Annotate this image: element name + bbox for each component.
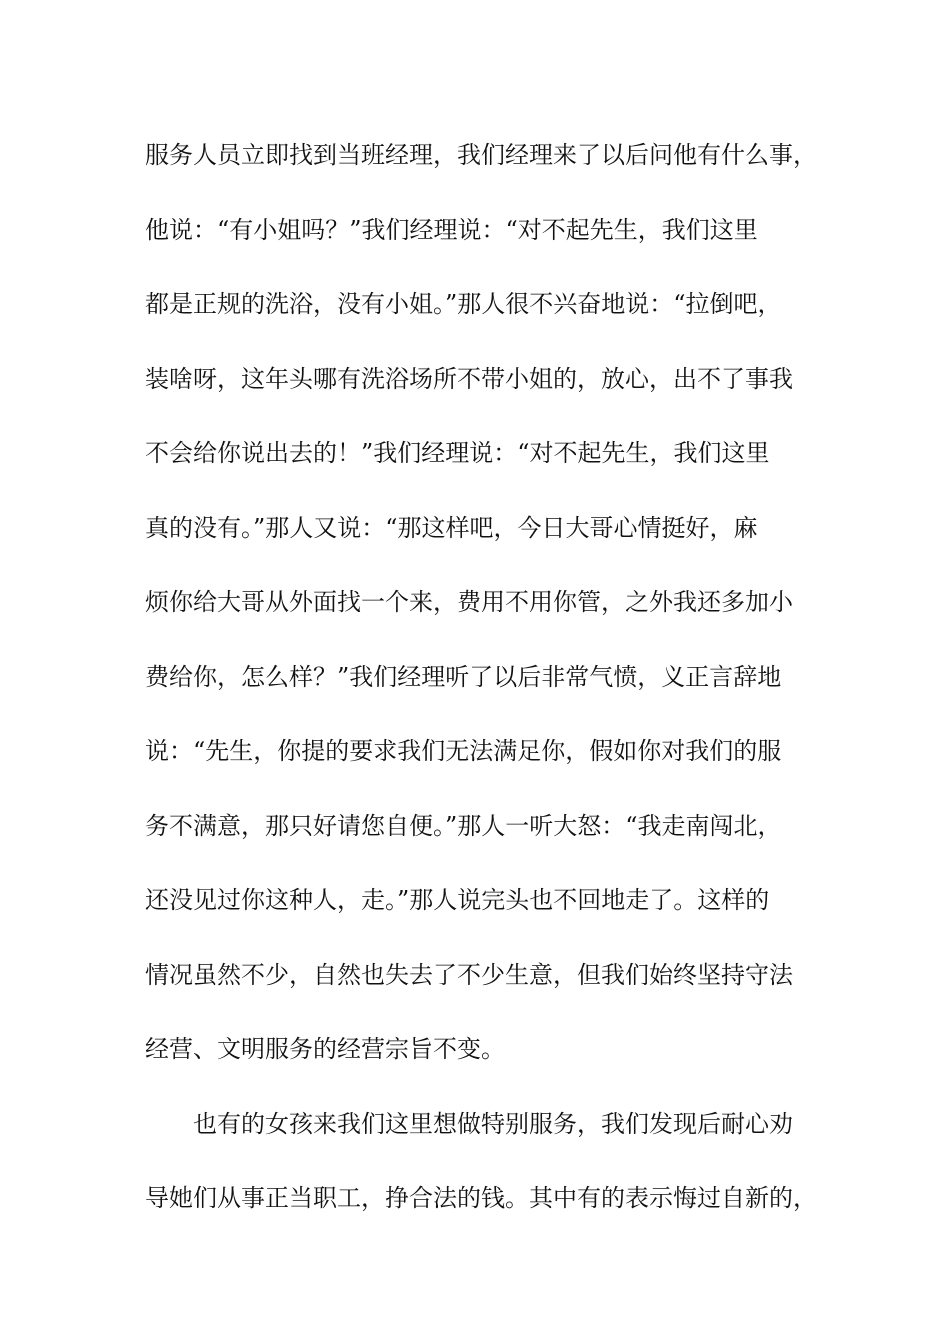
text-line: 经营、文明服务的经营宗旨不变。 [145, 1035, 505, 1063]
text-line: 服务人员立即找到当班经理，我们经理来了以后问他有什么事， [145, 141, 817, 169]
text-line: 还没见过你这种人，走。”那人说完头也不回地走了。这样的 [145, 886, 770, 914]
text-line: 他说：“有小姐吗？”我们经理说：“对不起先生，我们这里 [145, 215, 758, 244]
text-line: 装啥呀，这年头哪有洗浴场所不带小姐的，放心，出不了事我 [145, 364, 793, 393]
text-line: 费给你，怎么样？”我们经理听了以后非常气愤，义正言辞地 [145, 662, 782, 691]
text-line: 烦你给大哥从外面找一个来，费用不用你管，之外我还多加小 [145, 588, 793, 616]
body-text [145, 125, 835, 1243]
text-line: 不会给你说出去的！”我们经理说：“对不起先生，我们这里 [145, 439, 770, 467]
text-line: 务不满意，那只好请您自便。”那人一听大怒：“我走南闯北， [145, 811, 782, 840]
text-line: 都是正规的洗浴，没有小姐。”那人很不兴奋地说：“拉倒吧， [145, 290, 782, 318]
text-line: 导她们从事正当职工，挣合法的钱。其中有的表示悔过自新的， [145, 1184, 817, 1212]
text-line: 真的没有。”那人又说：“那这样吧，今日大哥心情挺好，麻 [145, 513, 758, 542]
text-line: 情况虽然不少，自然也失去了不少生意，但我们始终坚持守法 [145, 960, 793, 989]
text-line: 说：“先生，你提的要求我们无法满足你，假如你对我们的服 [145, 737, 782, 765]
paragraph-start-line: 也有的女孩来我们这里想做特别服务，我们发现后耐心劝 [193, 1109, 793, 1138]
